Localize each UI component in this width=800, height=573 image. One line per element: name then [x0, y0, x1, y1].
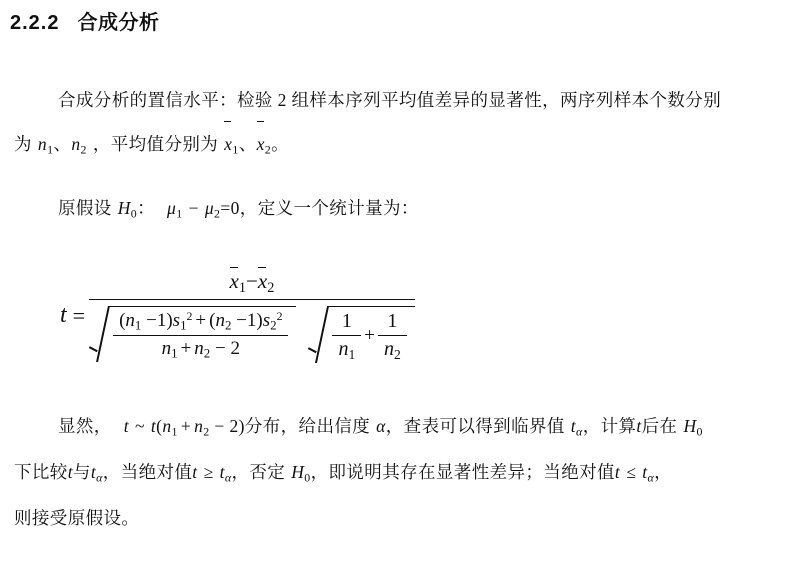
- paragraph-1-line-2: [14, 122, 289, 171]
- radical-pooled-variance: [89, 306, 296, 362]
- radical-sign-icon: [89, 306, 109, 362]
- var-n2: n: [71, 134, 81, 154]
- t-statistic-formula: [60, 243, 415, 388]
- pooled-variance-fraction: [113, 310, 288, 362]
- one-over-n2: [378, 310, 407, 363]
- para2-colon: ：: [137, 198, 156, 218]
- paragraph-1-line-1: [58, 78, 721, 122]
- numer-xbar2: x: [257, 268, 268, 293]
- numer-xbar1-sub: 1: [238, 279, 247, 296]
- var-xbar2: x: [256, 134, 265, 154]
- pooled-variance-numerator: $(n1 -1)s1^2 + (n2 -1)s2^2$: [119, 309, 283, 333]
- one-over-n1-num: 1: [341, 309, 352, 332]
- var-mu1: μ: [167, 198, 177, 218]
- para1-l2-mid: ，平均值分别为: [92, 134, 219, 154]
- var-mu2-sub: 2: [214, 206, 221, 221]
- one-over-n2-den: n2: [383, 337, 401, 362]
- var-H: H: [117, 198, 131, 218]
- closing-line-3: [14, 496, 139, 540]
- pooled-variance-denominator: n1 + n2 − 2: [161, 338, 240, 362]
- radical-sign-icon-2: [308, 306, 328, 363]
- formula-denominator: [89, 300, 415, 363]
- var-H-sub: 0: [130, 206, 138, 221]
- var-xbar1: x: [224, 134, 233, 154]
- section-heading: [10, 6, 159, 35]
- var-n1-sub: 1: [47, 142, 54, 157]
- formula-equals: =: [72, 302, 86, 328]
- para1-l2-sep: 、: [53, 134, 72, 154]
- numer-xbar2-sub: 2: [267, 279, 275, 296]
- one-over-n2-num: 1: [387, 309, 398, 332]
- var-n2-sub: 2: [80, 142, 87, 157]
- one-over-n1-den: n1: [338, 337, 356, 362]
- numer-xbar1: x: [229, 268, 239, 293]
- var-mu1-sub: 1: [176, 206, 183, 221]
- paragraph-1-text: 合成分析的置信水平：检验 2 组样本序列平均值差异的显著性，两序列样本个数分别: [58, 90, 722, 110]
- one-over-n1: [332, 310, 361, 363]
- para2-pre: 原假设: [58, 198, 112, 218]
- inverse-sizes-plus: +: [364, 324, 375, 346]
- numer-minus: −: [246, 268, 258, 293]
- formula-numerator: [220, 269, 285, 299]
- section-number: 2.2.2: [10, 12, 60, 34]
- minus-sign: −: [188, 198, 199, 218]
- radical-inverse-sizes: [308, 306, 414, 363]
- formula-main-fraction: [89, 269, 415, 363]
- closing-line-1: 显然， t ~ t(n1 + n2 − 2)分布，给出信度 α，查表可以得到临界值 $t_\alpha$，计算t后在 H0: [58, 416, 703, 439]
- var-xbar1-sub: 1: [232, 142, 239, 157]
- var-xbar2-sub: 2: [264, 142, 272, 157]
- section-title: 合成分析: [77, 10, 160, 34]
- formula-lhs: t: [60, 302, 67, 328]
- para1-l2-pre: 为: [14, 134, 32, 154]
- var-mu2: μ: [204, 198, 215, 218]
- inverse-sizes-expression: [332, 310, 406, 363]
- closing-line-3-text: 则接受原假设。: [14, 508, 140, 528]
- para1-l2-sep2: 、: [238, 134, 257, 154]
- para1-l2-end: 。: [271, 134, 290, 154]
- para2-end: =0，定义一个统计量为：: [220, 198, 419, 218]
- closing-line-2: 下比较t与$t_\alpha$，当绝对值$t \ge t_\alpha$，否定 H0，即说明其存在显著性差异；当绝对值$t \le t_\alpha$，: [14, 462, 673, 485]
- paragraph-2: [58, 186, 419, 235]
- var-n1: n: [37, 134, 48, 154]
